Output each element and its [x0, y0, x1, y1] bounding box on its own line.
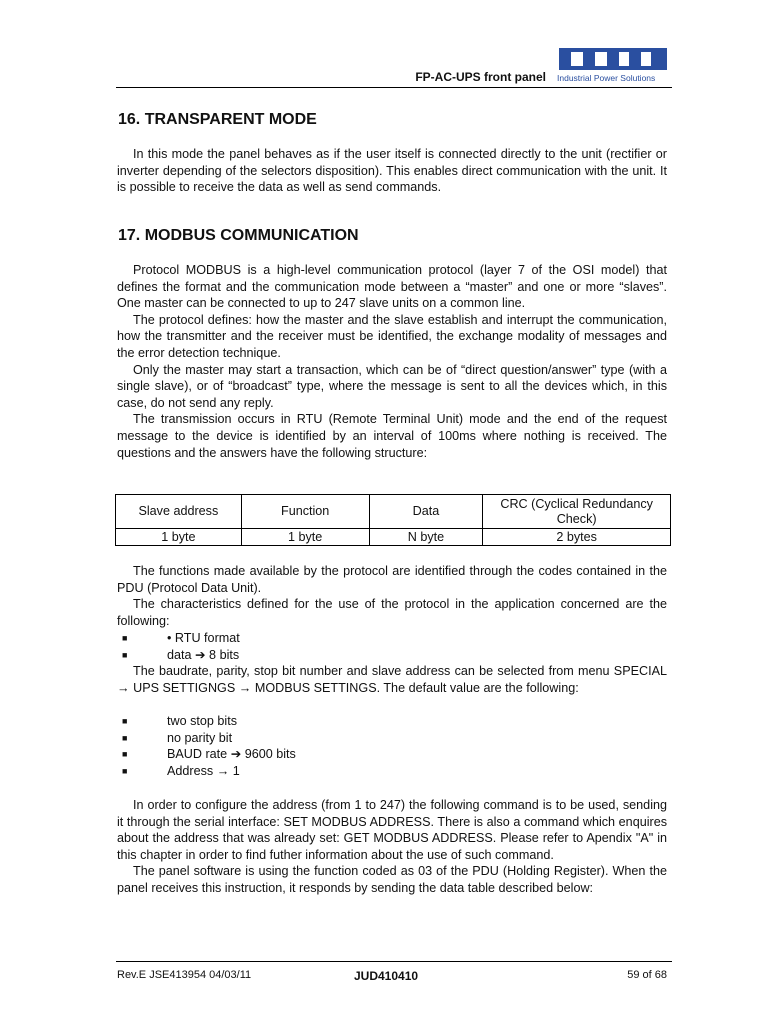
- footer-page-number: 59 of 68: [627, 969, 667, 981]
- list-item: ■ BAUD rate ➔ 9600 bits: [122, 747, 296, 762]
- header-rule: [116, 87, 672, 88]
- list-item: ■ two stop bits: [122, 714, 237, 728]
- table-cell: 2 bytes: [483, 529, 671, 546]
- characteristics-list: [117, 630, 667, 663]
- bullet-icon: ■: [122, 765, 128, 776]
- bullet-icon: ■: [122, 749, 128, 760]
- settings-body: [117, 663, 667, 696]
- paragraph: The protocol defines: how the master and the slave establish and interrupt the communication, how the transmitter and the receiver must be identified, the exchange modality of messages and the error detection technique.: [117, 312, 667, 360]
- table-header-row: [116, 495, 671, 529]
- bullet-icon: ■: [122, 732, 128, 743]
- section-16-heading: 16. TRANSPARENT MODE: [118, 111, 317, 128]
- paragraph: In order to configure the address (from 1 to 247) the following command is to be used, sending it through the serial interface: SET MODBUS ADDRESS. There is also a command which enquires about the address that was already set: GET MODBUS ADDRESS. Please refer to Apendix "A" in this chapter in order to find futher information about the use of such command.: [117, 798, 667, 862]
- table-header-cell: Slave address: [116, 495, 242, 529]
- table-cell: N byte: [369, 529, 483, 546]
- table-header-cell: Data: [369, 495, 483, 529]
- modbus-frame-table: [115, 494, 671, 546]
- footer-rule: [116, 961, 672, 962]
- paragraph: The characteristics defined for the use of the protocol in the application concerned are the following:: [117, 597, 667, 628]
- section-17-heading: 17. MODBUS COMMUNICATION: [118, 227, 359, 244]
- bullet-icon: ■: [122, 633, 128, 643]
- list-item: ■ • RTU format: [122, 631, 240, 645]
- table-header-cell: CRC (Cyclical Redundancy Check): [483, 495, 671, 529]
- section-16-body: [117, 146, 667, 196]
- bullet-icon: ■: [122, 716, 128, 726]
- list-item: ■ Address → 1: [122, 763, 240, 778]
- bullet-icon: ■: [122, 649, 128, 660]
- list-item: ■ data ➔ 8 bits: [122, 647, 240, 662]
- paragraph: In this mode the panel behaves as if the user itself is connected directly to the unit (rectifier or inverter depending of the selectors disposition). This enables direct communication with the unit. It is possible to receive the data as well as send commands.: [117, 147, 667, 195]
- table-row: [116, 529, 671, 546]
- paragraph: The transmission occurs in RTU (Remote Terminal Unit) mode and the end of the request message to the device is identified by an interval of 100ms where nothing is received. The questions and the answers have the following structure:: [117, 412, 667, 460]
- footer-revision: Rev.E JSE413954 04/03/11: [117, 969, 252, 981]
- logo-subtitle: Industrial Power Solutions: [557, 73, 656, 83]
- paragraph: The baudrate, parity, stop bit number and slave address can be selected from menu SPECIAL → UPS SETTIGNGS → MODBUS SETTINGS. The default value are the following:: [117, 664, 667, 695]
- list-item: ■ no parity bit: [122, 730, 233, 745]
- table-cell: 1 byte: [241, 529, 369, 546]
- address-body: [117, 797, 667, 897]
- defaults-list: [117, 713, 667, 779]
- paragraph: The functions made available by the protocol are identified through the codes contained in the PDU (Protocol Data Unit).: [117, 564, 667, 595]
- paragraph: Protocol MODBUS is a high-level communication protocol (layer 7 of the OSI model) that defines the format and the communication mode between a “master” and one or more “slaves”. One master can be connected to up to 247 slave units on a common line.: [117, 263, 667, 311]
- section-17-body: [117, 262, 667, 461]
- paragraph: Only the master may start a transaction, which can be of “direct question/answer” type (with a single slave), or of “broadcast” type, where the message is sent to all the devices which, in this case, do not send any reply.: [117, 362, 667, 410]
- table-cell: 1 byte: [116, 529, 242, 546]
- paragraph: The panel software is using the function coded as 03 of the PDU (Holding Register). When the panel receives this instruction, it responds by sending the data table described below:: [117, 864, 667, 895]
- footer-document-code: JUD410410: [354, 969, 419, 983]
- header-title: FP-AC-UPS front panel: [415, 70, 546, 84]
- table-header-cell: Function: [241, 495, 369, 529]
- functions-body: [117, 563, 667, 629]
